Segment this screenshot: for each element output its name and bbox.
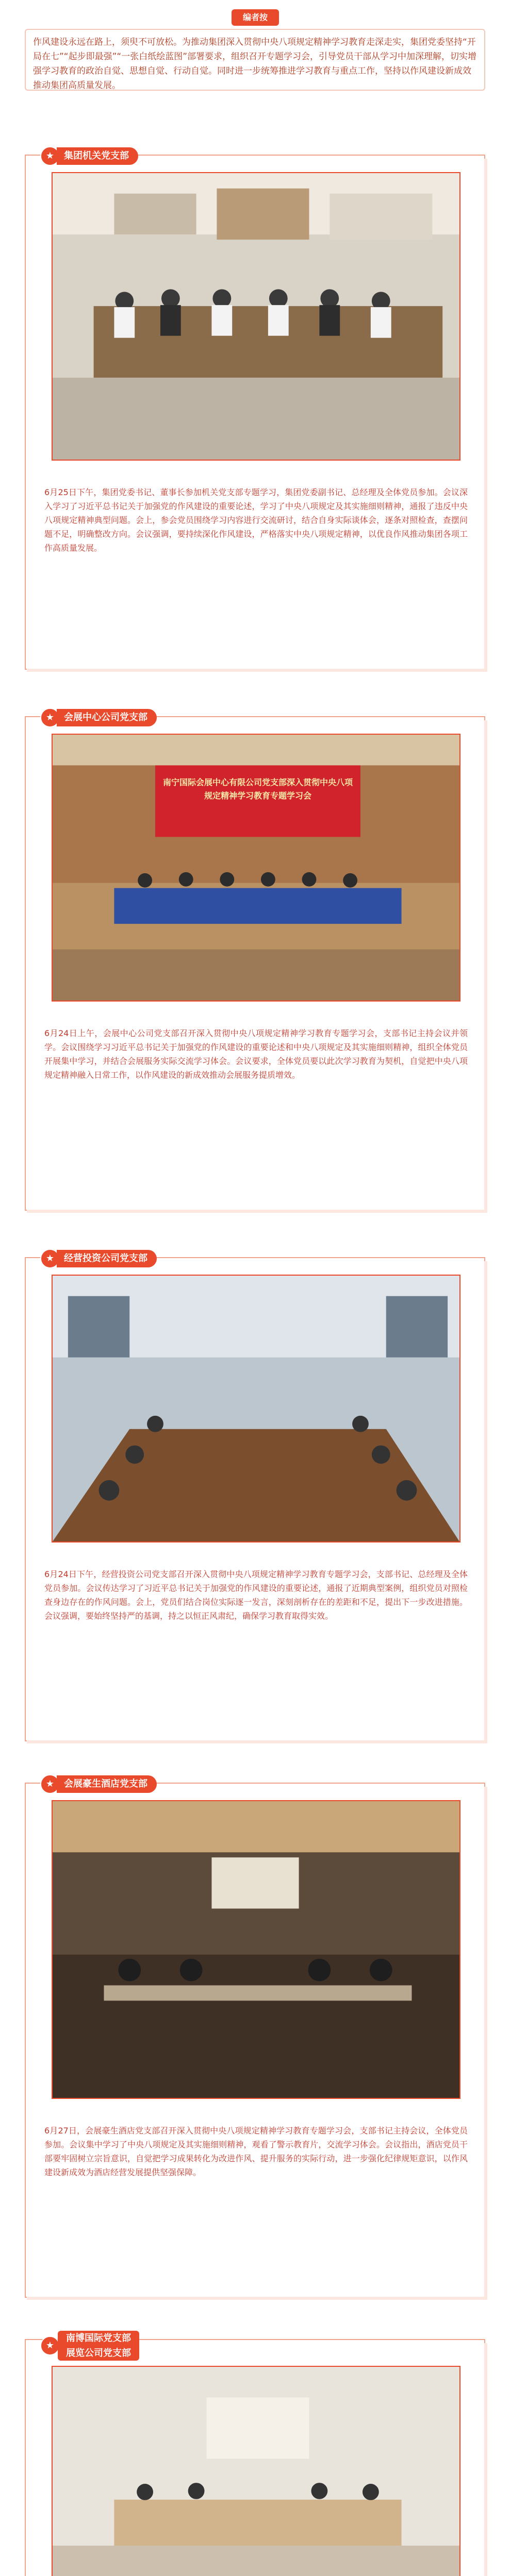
section-title: 南博国际党支部 展览公司党支部	[58, 2331, 139, 2361]
flag-icon: ★	[40, 1774, 60, 1794]
section-paragraph: 6月25日下午，集团党委书记、董事长参加机关党支部专题学习，集团党委副书记、总经理及全体党员参加。会议深入学习了习近平总书记关于加强党的作风建设的重要论述，学习了中央八项规定及其实施细则精神，通报了违反中央八项规定精神典型问题。会上，参会党员围绕学习内容进行交流研讨，结合自身实际谈体会，逐条对照检查，查摆问题不足，明确整改方向。会议强调，要持续深化作风建设，严格落实中央八项规定精神，以优良作风推动集团各项工作高质量发展。	[44, 487, 468, 553]
meeting-photo	[52, 1800, 460, 2099]
section-2	[25, 712, 485, 1211]
section-title: 会展中心公司党支部	[57, 709, 157, 726]
intro-box	[25, 29, 485, 91]
flag-icon: ★	[40, 708, 60, 727]
section-5	[25, 2333, 485, 2576]
section-paragraph: 6月24日下午，经营投资公司党支部召开深入贯彻中央八项规定精神学习教育专题学习会，支部书记、总经理及全体党员参加。会议传达学习了习近平总书记关于加强党的作风建设的重要论述，通报了近期典型案例，组织党员对照检查身边存在的作风问题。会上，党员们结合岗位实际逐一发言，深刻剖析存在的差距和不足，提出下一步改进措施。会议强调，要始终坚持严的基调，持之以恒正风肃纪，确保学习教育取得实效。	[44, 1569, 468, 1621]
section-title: 经营投资公司党支部	[57, 1250, 157, 1267]
editor-note-badge: 编者按	[232, 9, 279, 26]
section-3	[25, 1253, 485, 1741]
flag-icon: ★	[40, 1249, 60, 1268]
flag-icon: ★	[40, 146, 60, 166]
section-1	[25, 150, 485, 670]
section-header	[40, 1774, 157, 1794]
section-header	[40, 146, 138, 166]
section-title: 会展豪生酒店党支部	[57, 1775, 157, 1793]
section-paragraph: 6月24日上午，会展中心公司党支部召开深入贯彻中央八项规定精神学习教育专题学习会，支部书记主持会议并领学。会议围绕学习习近平总书记关于加强党的作风建设的重要论述和中央八项规定及其实施细则精神，组织全体党员开展集中学习，并结合会展服务实际交流学习体会。会议要求，全体党员要以此次学习教育为契机，自觉把中央八项规定精神融入日常工作，以作风建设的新成效推动会展服务提质增效。	[44, 1028, 468, 1080]
section-paragraph: 6月27日，会展豪生酒店党支部召开深入贯彻中央八项规定精神学习教育专题学习会，支部书记主持会议，全体党员参加。会议集中学习了中央八项规定及其实施细则精神，观看了警示教育片，交流学习体会。会议指出，酒店党员干部要牢固树立宗旨意识，自觉把学习成果转化为改进作风、提升服务的实际行动，进一步强化纪律规矩意识，以作风建设新成效为酒店经营发展提供坚强保障。	[44, 2126, 468, 2177]
section-title: 集团机关党支部	[57, 147, 138, 165]
meeting-banner: 南宁国际会展中心有限公司党支部深入贯彻中央八项规定精神学习教育专题学习会	[162, 777, 353, 801]
intro-text: 作风建设永远在路上，须臾不可放松。为推动集团深入贯彻中央八项规定精神学习教育走深走实，集团党委坚持“开局在七”“起步即最强”“一张白纸绘蓝图”部署要求，组织召开专题学习会，引导党员干部从学习中加深理解，切实增强学习教育的政治自觉、思想自觉、行动自觉。同时进一步统筹推进学习教育与重点工作，坚持以作风建设新成效推动集团高质量发展。	[33, 37, 477, 91]
meeting-photo	[52, 172, 460, 461]
section-header	[40, 2331, 139, 2361]
section-header	[40, 708, 157, 727]
meeting-photo	[52, 1275, 460, 1543]
section-4	[25, 1778, 485, 2298]
flag-icon: ★	[40, 2336, 60, 2355]
meeting-photo	[52, 2366, 460, 2576]
section-header	[40, 1249, 157, 1268]
